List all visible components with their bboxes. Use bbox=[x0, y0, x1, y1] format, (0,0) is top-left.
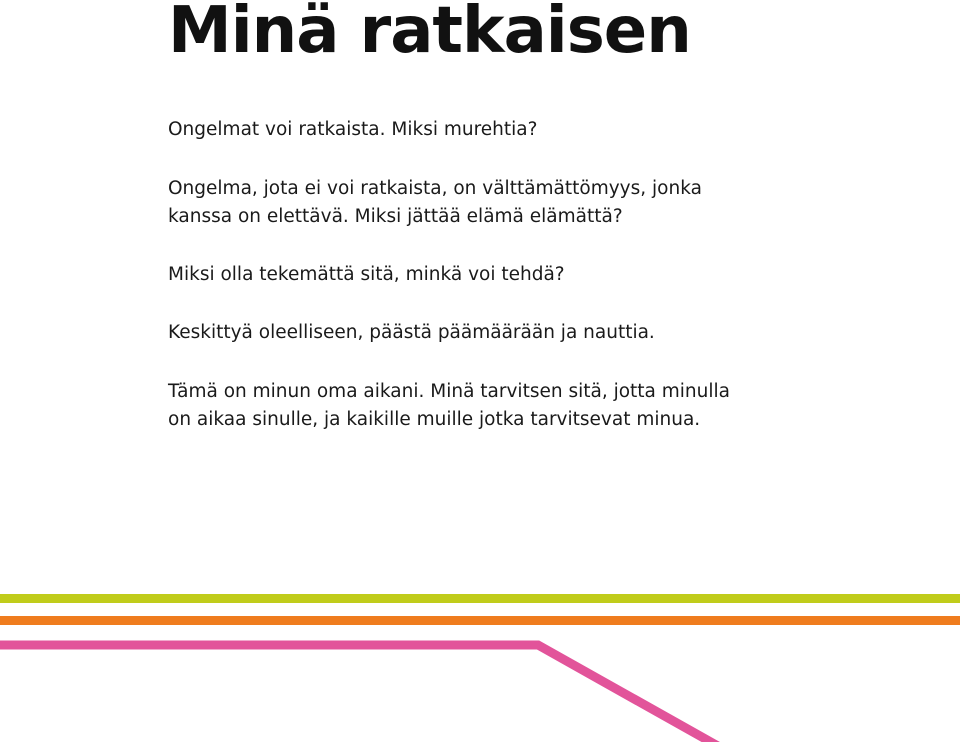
page-title: Minä ratkaisen bbox=[168, 0, 691, 68]
pink-stripe bbox=[0, 645, 725, 742]
paragraph-line: Miksi olla tekemättä sitä, minkä voi tehdä? bbox=[168, 264, 565, 285]
paragraph-line: Ongelmat voi ratkaista. Miksi murehtia? bbox=[168, 119, 538, 140]
paragraph-line: Tämä on minun oma aikani. Minä tarvitsen sitä, jotta minulla bbox=[168, 381, 730, 402]
green-stripe bbox=[0, 594, 960, 603]
paragraph-line: kanssa on elettävä. Miksi jättää elämä elämättä? bbox=[168, 206, 623, 227]
paragraph-line: on aikaa sinulle, ja kaikille muille jotka tarvitsevat minua. bbox=[168, 409, 701, 430]
paragraph-line: Keskittyä oleelliseen, päästä päämäärään ja nauttia. bbox=[168, 322, 655, 343]
paragraph-line: Ongelma, jota ei voi ratkaista, on välttämättömyys, jonka bbox=[168, 178, 702, 199]
orange-stripe bbox=[0, 616, 960, 625]
